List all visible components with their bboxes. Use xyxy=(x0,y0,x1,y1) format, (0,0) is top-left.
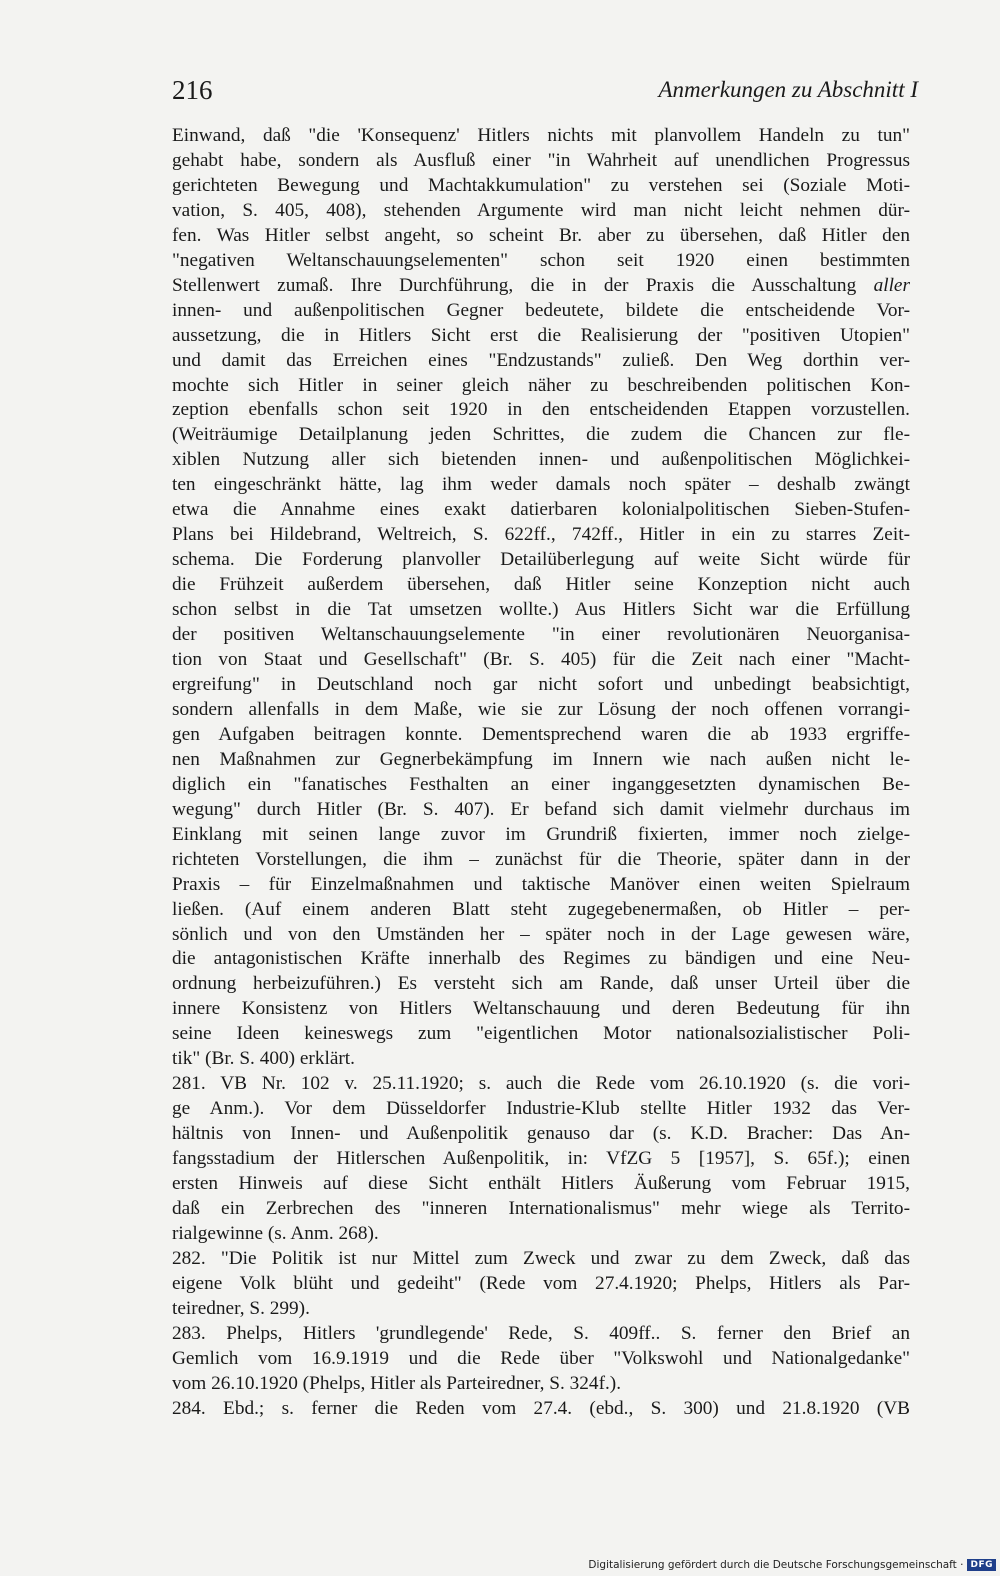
text-line: sondern allenfalls in dem Maße, wie sie zur Lösung der noch offenen vorrangi- xyxy=(172,698,910,720)
text-line: gen Aufgaben beitragen konnte. Dementsprechend waren die ab 1933 ergriffe- xyxy=(172,723,910,745)
running-head: Anmerkungen zu Abschnitt I xyxy=(658,77,918,102)
text-line: fangsstadium der Hitlerschen Außenpolitik, in: VfZG 5 [1957], S. 65f.); einen xyxy=(172,1148,910,1170)
text-line: ge Anm.). Vor dem Düsseldorfer Industrie-Klub stellte Hitler 1932 das Ver- xyxy=(172,1098,910,1120)
text-line: fen. Was Hitler selbst angeht, so scheint Br. aber zu übersehen, daß Hitler den xyxy=(172,224,910,246)
text-line: Praxis – für Einzelmaßnahmen und taktische Manöver einen weiten Spielraum xyxy=(172,873,910,895)
text-line: innere Konsistenz von Hitlers Weltanschauung und deren Bedeutung für ihn xyxy=(172,998,910,1020)
text-line: 281. VB Nr. 102 v. 25.11.1920; s. auch die Rede vom 26.10.1920 (s. die vori- xyxy=(172,1073,910,1095)
text-line: teiredner, S. 299). xyxy=(172,1297,310,1319)
banner-text: Digitalisierung gefördert durch die Deutsche Forschungsgemeinschaft · xyxy=(588,1559,964,1571)
text-line: Einwand, daß "die 'Konsequenz' Hitlers nichts mit planvollem Handeln zu tun" xyxy=(172,125,910,146)
page-header xyxy=(172,72,918,108)
text-line: Stellenwert zumaß. Ihre Durchführung, die in der Praxis die Ausschaltung aller xyxy=(172,274,910,296)
text-line: tion von Staat und Gesellschaft" (Br. S. 405) für die Zeit nach einer "Macht- xyxy=(172,649,910,671)
text-line: rialgewinne (s. Anm. 268). xyxy=(172,1222,379,1244)
text-line: nen Maßnahmen zur Gegnerbekämpfung im Innern wie nach außen nicht le- xyxy=(172,748,910,770)
text-line: etwa die Annahme eines exakt datierbaren kolonialpolitischen Sieben-Stufen- xyxy=(172,499,910,521)
text-line: und damit das Erreichen eines "Endzustands" zuließ. Den Weg dorthin ver- xyxy=(172,349,910,371)
text-line: 282. "Die Politik ist nur Mittel zum Zweck und zwar zu dem Zweck, daß das xyxy=(172,1247,910,1269)
text-line: "negativen Weltanschauungselementen" schon seit 1920 einen bestimmten xyxy=(172,249,910,271)
text-line: gerichteten Bewegung und Machtakkumulation" zu verstehen sei (Soziale Moti- xyxy=(172,174,910,196)
text-line: 283. Phelps, Hitlers 'grundlegende' Rede, S. 409ff.. S. ferner den Brief an xyxy=(172,1322,910,1344)
text-line: 284. Ebd.; s. ferner die Reden vom 27.4. (ebd., S. 300) und 21.8.1920 (VB xyxy=(172,1397,910,1419)
text-line: (Weiträumige Detailplanung jeden Schrittes, die zudem die Chancen zur fle- xyxy=(172,424,910,446)
text-line: schon selbst in die Tat umsetzen wollte.) Aus Hitlers Sicht war die Erfüllung xyxy=(172,599,910,621)
page-number: 216 xyxy=(172,75,213,105)
text-line: xiblen Nutzung aller sich bietenden innen- und außenpolitischen Möglichkei- xyxy=(172,449,910,471)
text-line: seine Ideen keineswegs zum "eigentlichen Motor nationalsozialistischer Poli- xyxy=(172,1023,910,1045)
text-line: die Frühzeit außerdem übersehen, daß Hitler seine Konzeption nicht auch xyxy=(172,574,910,596)
text-line: innen- und außenpolitischen Gegner bedeutete, bildete die entscheidende Vor- xyxy=(172,299,910,321)
text-line: aussetzung, die in Hitlers Sicht erst die Realisierung der "positiven Utopien" xyxy=(172,324,910,346)
digitization-banner xyxy=(588,1557,996,1573)
text-line: daß ein Zerbrechen des "inneren Internationalismus" mehr wiege als Territo- xyxy=(172,1197,910,1219)
text-line: Plans bei Hildebrand, Weltreich, S. 622ff., 742ff., Hitler in ein zu starres Zeit- xyxy=(172,524,910,546)
emphasis: aller xyxy=(873,274,910,296)
text-line: eigene Volk blüht und gedeiht" (Rede vom 27.4.1920; Phelps, Hitlers als Par- xyxy=(172,1272,910,1294)
text-line: ordnung herbeizuführen.) Es versteht sich am Rande, daß unser Urteil über die xyxy=(172,973,910,995)
dfg-logo-icon: DFG xyxy=(967,1559,996,1571)
text-line: mochte sich Hitler in seiner gleich näher zu beschreibenden politischen Kon- xyxy=(172,374,910,396)
text-line: tik" (Br. S. 400) erklärt. xyxy=(172,1048,355,1070)
text-line: ersten Hinweis auf diese Sicht enthält Hitlers Äußerung vom Februar 1915, xyxy=(172,1173,910,1195)
text-line: vom 26.10.1920 (Phelps, Hitler als Parteiredner, S. 324f.). xyxy=(172,1372,622,1394)
text-line: Einklang mit seinen lange zuvor im Grundriß fixierten, immer noch zielge- xyxy=(172,823,910,845)
text-line: sönlich und von den Umständen her – später noch in der Lage gewesen wäre, xyxy=(172,923,910,945)
text-line: die antagonistischen Kräfte innerhalb des Regimes zu bändigen und eine Neu- xyxy=(172,948,910,970)
text-line: vation, S. 405, 408), stehenden Argumente wird man nicht leicht nehmen dür- xyxy=(172,199,910,221)
text-line: wegung" durch Hitler (Br. S. 407). Er befand sich damit vielmehr durchaus im xyxy=(172,798,910,820)
text-line: schema. Die Forderung planvoller Detailüberlegung auf weite Sicht würde für xyxy=(172,549,910,571)
text-line: hältnis von Innen- und Außenpolitik genauso dar (s. K.D. Bracher: Das An- xyxy=(172,1123,910,1145)
body-text xyxy=(172,124,910,1422)
text-line: ließen. (Auf einem anderen Blatt steht zugegebenermaßen, ob Hitler – per- xyxy=(172,898,910,920)
text-line: ten eingeschränkt hätte, lag ihm weder damals noch später – deshalb zwängt xyxy=(172,474,910,496)
text-line: ergreifung" in Deutschland noch gar nicht sofort und unbedingt beabsichtigt, xyxy=(172,673,910,695)
text-line: Gemlich vom 16.9.1919 und die Rede über "Volkswohl und Nationalgedanke" xyxy=(172,1347,910,1369)
text-line: diglich ein "fanatisches Festhalten an einer inganggesetzten dynamischen Be- xyxy=(172,773,910,795)
text-line: richteten Vorstellungen, die ihm – zunächst für die Theorie, später dann in der xyxy=(172,848,910,870)
text-line: zeption ebenfalls schon seit 1920 in den entscheidenden Etappen vorzustellen. xyxy=(172,399,910,421)
text-line: der positiven Weltanschauungselemente "in einer revolutionären Neuorganisa- xyxy=(172,624,910,646)
text-line: gehabt habe, sondern als Ausfluß einer "in Wahrheit auf unendlichen Progressus xyxy=(172,149,910,171)
